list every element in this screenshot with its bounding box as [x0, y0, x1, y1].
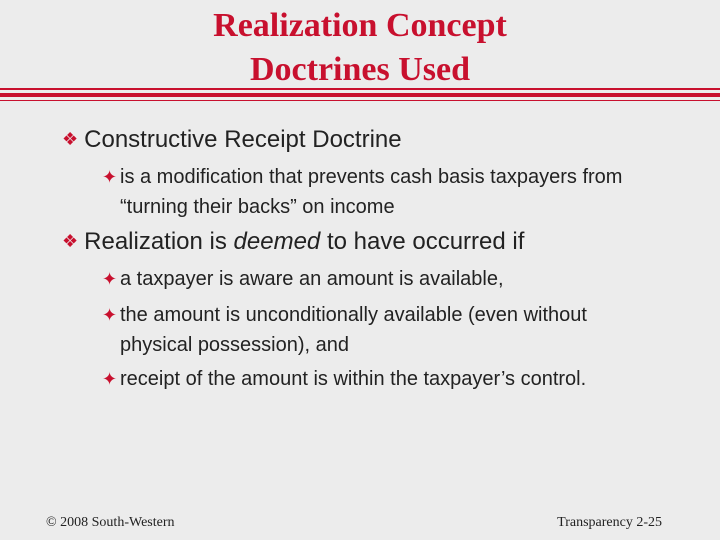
subbullet-control	[102, 364, 642, 394]
bullet-text-start: Realization is	[84, 228, 234, 255]
bullet-text: Constructive Receipt Doctrine	[84, 126, 402, 153]
subbullet-text: receipt of the amount is within the taxpayer’s control.	[120, 368, 587, 390]
footer-transparency-number: Transparency 2-25	[557, 515, 662, 530]
bullet-constructive-receipt	[62, 124, 402, 155]
bullet-realization-deemed	[62, 226, 524, 257]
four-point-star-icon: ✦	[102, 305, 118, 325]
diamond-cluster-icon: ❖	[62, 231, 79, 251]
bullet-text-emphasis: deemed	[233, 228, 321, 255]
footer-copyright: © 2008 South-Western	[46, 515, 175, 530]
title-divider-top	[0, 88, 720, 90]
four-point-star-icon: ✦	[102, 167, 118, 187]
four-point-star-icon: ✦	[102, 369, 118, 389]
slide-title-line-1: Realization Concept	[213, 7, 507, 44]
bullet-text-end: to have occurred if	[320, 228, 525, 255]
four-point-star-icon: ✦	[102, 269, 118, 289]
subbullet-text: is a modification that prevents cash basis taxpayers from “turning their backs” on income	[120, 166, 623, 218]
diamond-cluster-icon: ❖	[62, 129, 79, 149]
slide-title-line-2: Doctrines Used	[249, 51, 471, 88]
slide-title	[0, 4, 720, 92]
subbullet-aware	[102, 264, 642, 294]
title-divider-middle	[0, 93, 720, 97]
subbullet-text: the amount is unconditionally available (even without physical possession), and	[120, 304, 587, 356]
title-divider-bottom	[0, 100, 720, 101]
subbullet-modification	[102, 162, 642, 222]
subbullet-unconditional	[102, 300, 642, 360]
subbullet-text: a taxpayer is aware an amount is available,	[120, 268, 504, 290]
